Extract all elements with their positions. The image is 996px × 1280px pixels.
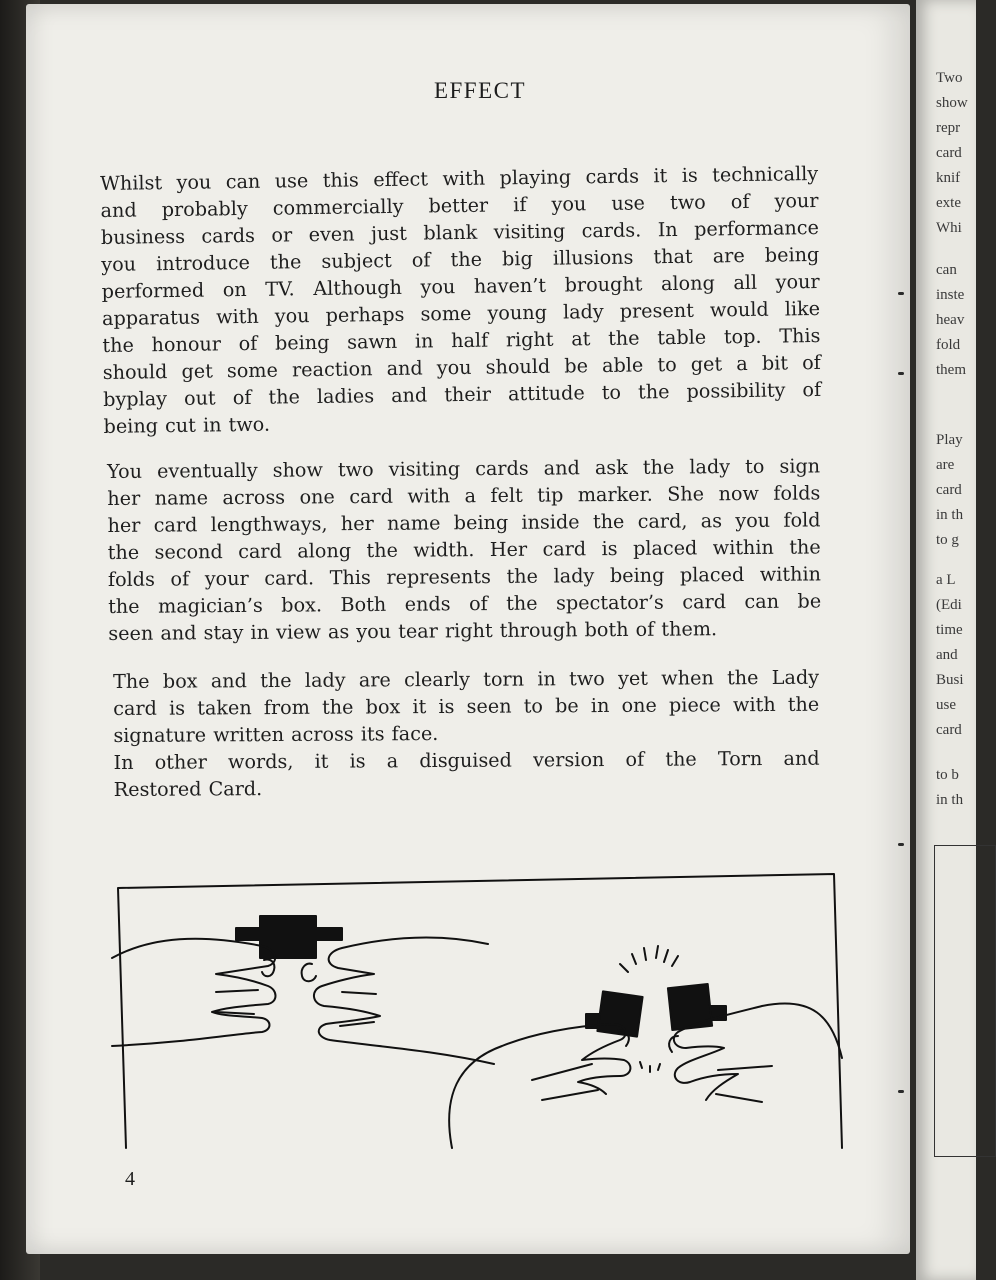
staple-mark	[898, 372, 904, 375]
text-line: card is taken from the box it is seen to be in one piece with the	[113, 692, 820, 720]
text-line: being cut in two.	[103, 412, 271, 438]
next-page-text-fragment: card	[936, 145, 962, 161]
next-page-text-fragment: Play	[936, 432, 963, 448]
hands-tearing-card-illustration	[112, 866, 844, 1148]
next-page-text-fragment: and	[936, 647, 958, 663]
text-line: you introduce the subject of the big illusions that are being	[101, 242, 820, 276]
next-page-text-fragment: in th	[936, 507, 964, 523]
next-page-text-fragment: are	[936, 457, 955, 473]
text-line: apparatus with you perhaps some young lady present would like	[101, 296, 821, 330]
text-line: and probably commercially better if you use two of your	[100, 188, 819, 222]
next-page-text-fragment: knif	[936, 170, 961, 186]
text-line: In other words, it is a disguised version of the Torn and	[113, 746, 820, 774]
next-page-text-fragment: Whi	[936, 220, 962, 236]
next-page-text-fragment: show	[936, 95, 968, 111]
text-line: the honour of being sawn in half right at the table top. This	[102, 323, 821, 357]
next-page-edge	[916, 0, 976, 1280]
next-page-text-fragment: card	[936, 722, 962, 738]
left-hands-holding-card	[112, 916, 494, 1064]
text-line: should get some reaction and you should be able to get a bit of	[102, 350, 821, 384]
next-page-text-fragment: can	[936, 262, 957, 278]
right-hands-tearing-card	[449, 946, 842, 1148]
next-page-text-fragment: card	[936, 482, 962, 498]
next-page-text-fragment: to g	[936, 532, 959, 548]
next-page-text-fragment: a L	[936, 572, 956, 588]
staple-mark	[898, 292, 904, 295]
next-page-text-fragment: use	[936, 697, 956, 713]
text-line: her name across one card with a felt tip marker. She now folds	[107, 481, 821, 510]
next-page-text-fragment: repr	[936, 120, 961, 136]
next-page-text-fragment: to b	[936, 767, 959, 783]
next-page-text-fragment: Two	[936, 70, 963, 86]
text-line: signature written across its face.	[113, 722, 439, 747]
next-page-text-fragment: fold	[936, 337, 961, 353]
page-title: EFFECT	[433, 78, 527, 103]
next-page-text-fragment: Busi	[936, 672, 964, 688]
text-line: Whilst you can use this effect with playing cards it is technically	[100, 161, 819, 195]
text-line: The box and the lady are clearly torn in two yet when the Lady	[113, 665, 820, 693]
next-page-text-fragment: heav	[936, 312, 965, 328]
next-page-text-fragment: in th	[936, 792, 964, 808]
illustration-frame	[118, 874, 842, 1148]
paragraph-method	[107, 452, 821, 647]
text-line: folds of your card. This represents the lady being placed within	[107, 562, 822, 591]
text-line: You eventually show two visiting cards and ask the lady to sign	[107, 454, 821, 483]
staple-mark	[898, 1090, 904, 1093]
text-line: business cards or even just blank visiting cards. In performance	[100, 215, 820, 249]
text-line: performed on TV. Although you haven’t brought along all your	[101, 269, 820, 303]
next-page-text-fragment: inste	[936, 287, 965, 303]
next-page-box	[934, 845, 996, 1157]
text-line: seen and stay in view as you tear right through both of them.	[108, 617, 718, 645]
staple-mark	[898, 843, 904, 846]
paragraph-intro	[100, 160, 822, 440]
next-page-text-fragment: exte	[936, 195, 961, 211]
text-line: the magician’s box. Both ends of the spectator’s card can be	[108, 589, 822, 618]
text-line: the second card along the width. Her card is placed within the	[107, 535, 821, 564]
text-line: her card lengthways, her name being inside the card, as you fold	[107, 508, 821, 537]
next-page-text-fragment: time	[936, 622, 963, 638]
text-line: Restored Card.	[113, 777, 263, 801]
paragraph-conclusion	[113, 664, 820, 803]
page-number: 4	[125, 1168, 135, 1190]
next-page-text-fragment: them	[936, 362, 966, 378]
next-page-text-fragment: (Edi	[936, 597, 962, 613]
text-line: byplay out of the ladies and their attitude to the possibility of	[103, 377, 822, 411]
